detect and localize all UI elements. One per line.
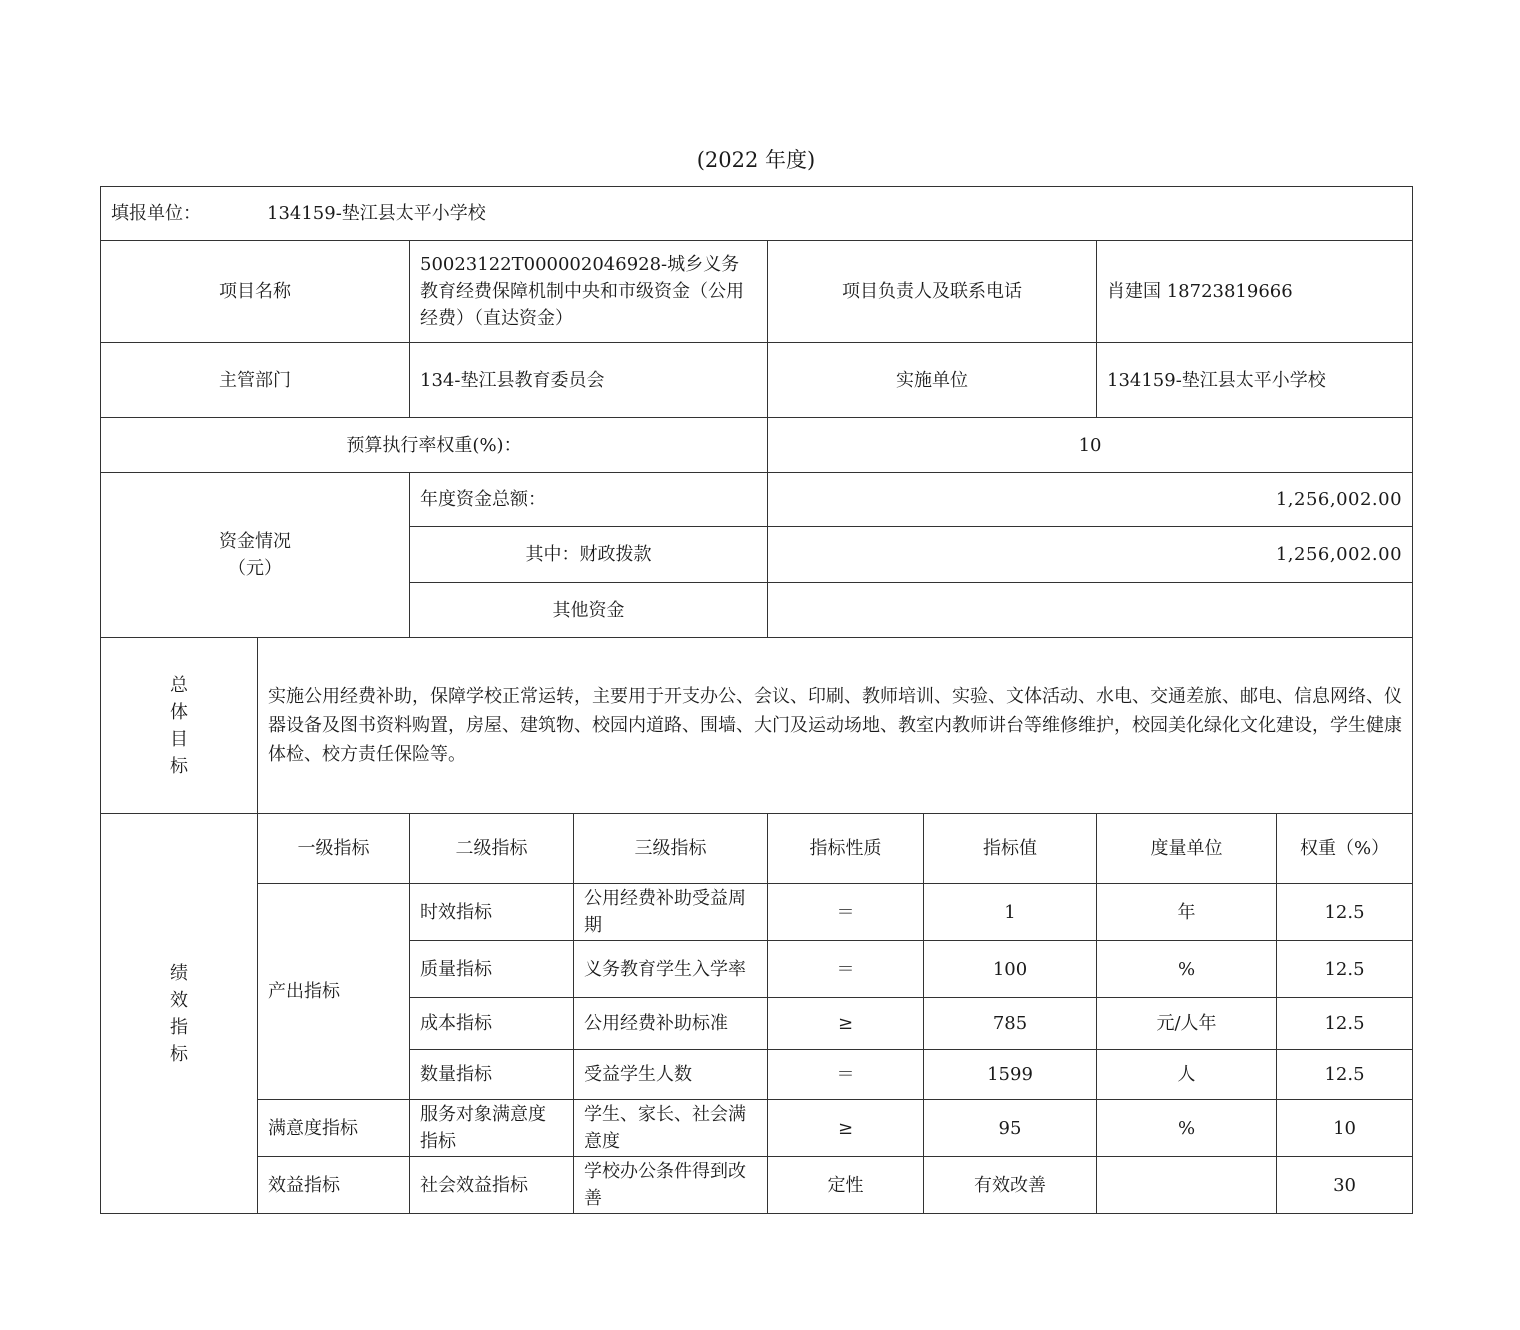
goal-label-char: 体 xyxy=(170,701,188,723)
project-contact-label: 项目负责人及联系电话 xyxy=(768,241,1097,343)
header-unit: 度量单位 xyxy=(1097,814,1277,884)
perf-label-char: 效 xyxy=(170,989,188,1011)
nature-cell: ≥ xyxy=(768,1100,924,1157)
project-name-label: 项目名称 xyxy=(101,241,410,343)
value-cell: 95 xyxy=(924,1100,1097,1157)
funds-label-line2: （元） xyxy=(228,558,282,579)
level1-satisfaction: 满意度指标 xyxy=(258,1100,410,1157)
header-level3: 三级指标 xyxy=(574,814,768,884)
unit-value: 134159-垫江县太平小学校 xyxy=(267,203,486,224)
indicator-header-row xyxy=(101,814,1413,884)
performance-target-table xyxy=(100,186,1413,1214)
unit-cell xyxy=(1097,1157,1277,1214)
indicator-row xyxy=(101,884,1413,941)
weight-cell: 12.5 xyxy=(1277,998,1413,1050)
unit-cell: 人 xyxy=(1097,1050,1277,1100)
department-value: 134-垫江县教育委员会 xyxy=(410,343,768,418)
level2-cell: 时效指标 xyxy=(410,884,574,941)
nature-cell: ＝ xyxy=(768,884,924,941)
header-nature: 指标性质 xyxy=(768,814,924,884)
value-cell: 有效改善 xyxy=(924,1157,1097,1214)
level2-cell: 社会效益指标 xyxy=(410,1157,574,1214)
implementing-unit-value: 134159-垫江县太平小学校 xyxy=(1097,343,1413,418)
weight-cell: 12.5 xyxy=(1277,884,1413,941)
level2-cell: 服务对象满意度指标 xyxy=(410,1100,574,1157)
weight-cell: 12.5 xyxy=(1277,1050,1413,1100)
header-level2: 二级指标 xyxy=(410,814,574,884)
unit-label: 填报单位： xyxy=(111,203,201,224)
nature-cell: 定性 xyxy=(768,1157,924,1214)
overall-goal-row xyxy=(101,638,1413,814)
project-name-value: 50023122T000002046928-城乡义务教育经费保障机制中央和市级资金（公用经费）（直达资金） xyxy=(410,241,768,343)
weight-cell: 10 xyxy=(1277,1100,1413,1157)
level1-output: 产出指标 xyxy=(258,884,410,1100)
header-level1: 一级指标 xyxy=(258,814,410,884)
project-contact-value: 肖建国 18723819666 xyxy=(1097,241,1413,343)
level3-cell: 公用经费补助受益周期 xyxy=(574,884,768,941)
nature-cell: ＝ xyxy=(768,1050,924,1100)
level1-benefit: 效益指标 xyxy=(258,1157,410,1214)
value-cell: 100 xyxy=(924,941,1097,998)
project-name-row xyxy=(101,241,1413,343)
value-cell: 785 xyxy=(924,998,1097,1050)
budget-weight-row xyxy=(101,418,1413,473)
funds-label xyxy=(101,473,410,638)
level3-cell: 公用经费补助标准 xyxy=(574,998,768,1050)
unit-cell: 年 xyxy=(1097,884,1277,941)
unit-cell xyxy=(101,187,1413,241)
level2-cell: 质量指标 xyxy=(410,941,574,998)
funds-total-value: 1,256,002.00 xyxy=(768,473,1413,527)
goal-label-char: 目 xyxy=(170,728,188,750)
value-cell: 1 xyxy=(924,884,1097,941)
level3-cell: 学生、家长、社会满意度 xyxy=(574,1100,768,1157)
weight-cell: 30 xyxy=(1277,1157,1413,1214)
value-cell: 1599 xyxy=(924,1050,1097,1100)
page-title: (2022 年度) xyxy=(696,148,816,172)
funds-fiscal-label: 其中：财政拨款 xyxy=(410,527,768,583)
budget-weight-label: 预算执行率权重(%)： xyxy=(101,418,768,473)
nature-cell: ≥ xyxy=(768,998,924,1050)
perf-label-char: 绩 xyxy=(170,962,188,984)
implementing-unit-label: 实施单位 xyxy=(768,343,1097,418)
goal-label-char: 标 xyxy=(170,755,188,777)
overall-goal-label xyxy=(101,638,258,814)
unit-cell: 元/人年 xyxy=(1097,998,1277,1050)
level2-cell: 数量指标 xyxy=(410,1050,574,1100)
funds-total-label: 年度资金总额： xyxy=(410,473,768,527)
perf-label-char: 指 xyxy=(170,1016,188,1038)
funds-fiscal-value: 1,256,002.00 xyxy=(768,527,1413,583)
funds-other-label: 其他资金 xyxy=(410,583,768,638)
indicator-row xyxy=(101,1157,1413,1214)
weight-cell: 12.5 xyxy=(1277,941,1413,998)
level3-cell: 受益学生人数 xyxy=(574,1050,768,1100)
unit-cell: % xyxy=(1097,1100,1277,1157)
nature-cell: ＝ xyxy=(768,941,924,998)
unit-row xyxy=(101,187,1413,241)
overall-goal-text: 实施公用经费补助，保障学校正常运转，主要用于开支办公、会议、印刷、教师培训、实验、文体活动、水电、交通差旅、邮电、信息网络、仪器设备及图书资料购置，房屋、建筑物、校园内道路、围墙、大门及运动场地、教室内教师讲台等维修维护，校园美化绿化文化建设，学生健康体检、校方责任保险等。 xyxy=(258,638,1413,814)
funds-other-value xyxy=(768,583,1413,638)
header-weight: 权重（%） xyxy=(1277,814,1413,884)
funds-label-line1: 资金情况 xyxy=(219,531,291,552)
level2-cell: 成本指标 xyxy=(410,998,574,1050)
indicator-row xyxy=(101,1100,1413,1157)
goal-label-char: 总 xyxy=(170,674,188,696)
level3-cell: 学校办公条件得到改善 xyxy=(574,1157,768,1214)
unit-cell: % xyxy=(1097,941,1277,998)
department-row xyxy=(101,343,1413,418)
perf-label-char: 标 xyxy=(170,1043,188,1065)
performance-indicators-label xyxy=(101,814,258,1214)
header-value: 指标值 xyxy=(924,814,1097,884)
department-label: 主管部门 xyxy=(101,343,410,418)
level3-cell: 义务教育学生入学率 xyxy=(574,941,768,998)
funds-total-row xyxy=(101,473,1413,527)
budget-weight-value: 10 xyxy=(768,418,1413,473)
